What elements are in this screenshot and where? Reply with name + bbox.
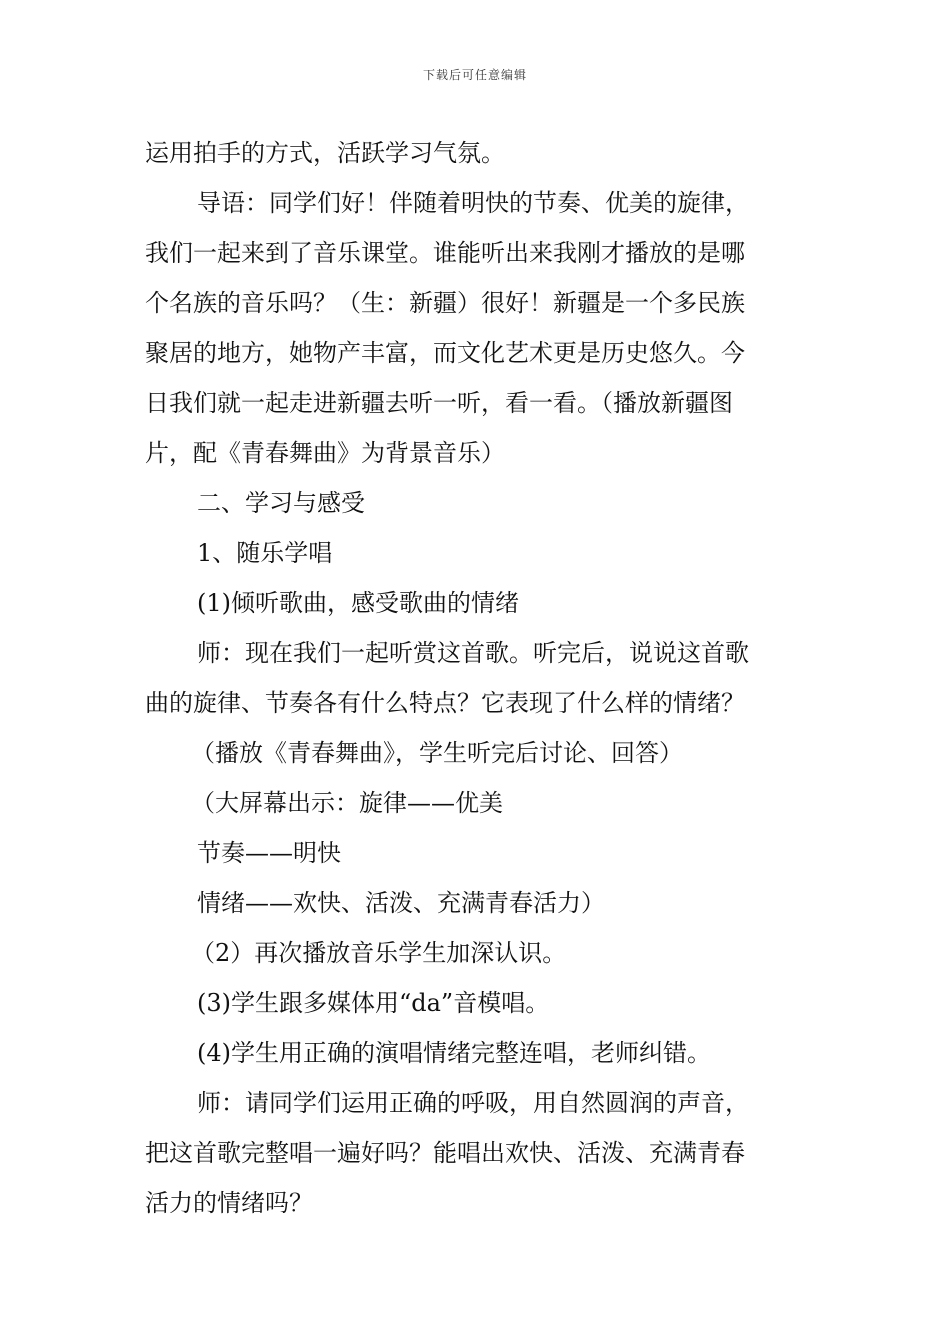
text-line: 运用拍手的方式，活跃学习气氛。	[145, 139, 505, 167]
page-header: 下载后可任意编辑	[422, 68, 527, 82]
text-line: (4)学生用正确的演唱情绪完整连唱，老师纠错。	[197, 1039, 711, 1067]
text-line: 师：现在我们一起听赏这首歌。听完后，说说这首歌	[197, 639, 749, 667]
text-line: 节奏——明快	[197, 839, 341, 867]
text-line: (3)学生跟多媒体用“da”音模唱。	[197, 989, 550, 1017]
text-line: 把这首歌完整唱一遍好吗？能唱出欢快、活泼、充满青春	[145, 1139, 745, 1167]
text-line: (1)倾听歌曲，感受歌曲的情绪	[197, 589, 519, 617]
text-line: 活力的情绪吗？	[145, 1189, 313, 1217]
text-line: 我们一起来到了音乐课堂。谁能听出来我刚才播放的是哪	[145, 239, 745, 267]
subsection-heading: 1、随乐学唱	[197, 539, 333, 567]
document-body	[145, 128, 807, 1228]
text-line: 片，配《青春舞曲》为背景音乐）	[145, 439, 505, 467]
text-line: 情绪——欢快、活泼、充满青春活力）	[197, 889, 605, 917]
text-line: （播放《青春舞曲》，学生听完后讨论、回答）	[191, 739, 683, 767]
text-line: 个名族的音乐吗？（生：新疆）很好！新疆是一个多民族	[145, 289, 745, 317]
text-line: 聚居的地方，她物产丰富，而文化艺术更是历史悠久。今	[145, 339, 745, 367]
text-line: 日我们就一起走进新疆去听一听，看一看。（播放新疆图	[145, 389, 733, 417]
section-heading: 二、学习与感受	[197, 489, 365, 517]
text-line: 导语：同学们好！伴随着明快的节奏、优美的旋律，	[197, 189, 749, 217]
text-line: 曲的旋律、节奏各有什么特点？它表现了什么样的情绪？	[145, 689, 745, 717]
text-line: 师：请同学们运用正确的呼吸，用自然圆润的声音，	[197, 1089, 749, 1117]
text-line: （2）再次播放音乐学生加深认识。	[191, 939, 567, 967]
text-line: （大屏幕出示：旋律——优美	[191, 789, 503, 817]
